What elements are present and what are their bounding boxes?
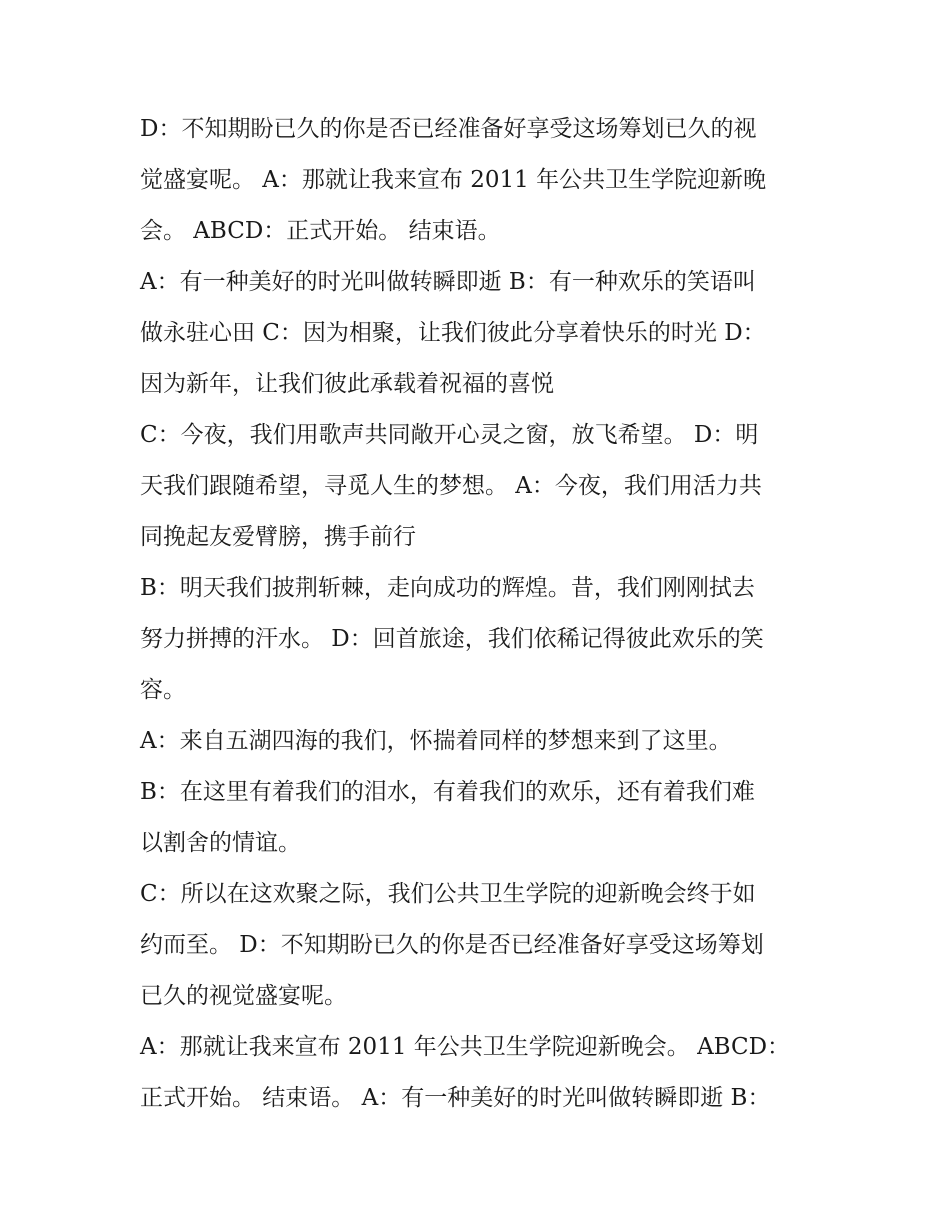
paragraph-6: B：在这里有着我们的泪水，有着我们的欢乐，还有着我们难 以割舍的情谊。	[140, 779, 755, 856]
paragraph-1: D：不知期盼已久的你是否已经准备好享受这场筹划已久的视 觉盛宴呢。 A：那就让我来宣布 2011 年公共卫生学院迎新晚 会。 ABCD：正式开始。 结束语。	[140, 116, 767, 244]
paragraph-5: A：来自五湖四海的我们，怀揣着同样的梦想来到了这里。	[140, 728, 732, 754]
document-body	[140, 104, 820, 1124]
paragraph-2: A：有一种美好的时光叫做转瞬即逝 B：有一种欢乐的笑语叫 做永驻心田 C：因为相聚，让我们彼此分享着快乐的时光 D： 因为新年，让我们彼此承载着祝福的喜悦	[140, 269, 766, 397]
paragraph-8: A：那就让我来宣布 2011 年公共卫生学院迎新晚会。 ABCD： 正式开始。 结束语。 A：有一种美好的时光叫做转瞬即逝 B：	[140, 1034, 791, 1111]
paragraph-3: C：今夜，我们用歌声共同敞开心灵之窗，放飞希望。 D：明 天我们跟随希望，寻觅人生的梦想。 A：今夜，我们用活力共 同挽起友爱臂膀，携手前行	[140, 422, 762, 550]
paragraph-4: B：明天我们披荆斩棘，走向成功的辉煌。昔，我们刚刚拭去 努力拼搏的汗水。 D：回首旅途，我们依稀记得彼此欢乐的笑 容。	[140, 575, 764, 703]
paragraph-7: C：所以在这欢聚之际，我们公共卫生学院的迎新晚会终于如 约而至。 D：不知期盼已久的你是否已经准备好享受这场筹划 已久的视觉盛宴呢。	[140, 881, 764, 1009]
